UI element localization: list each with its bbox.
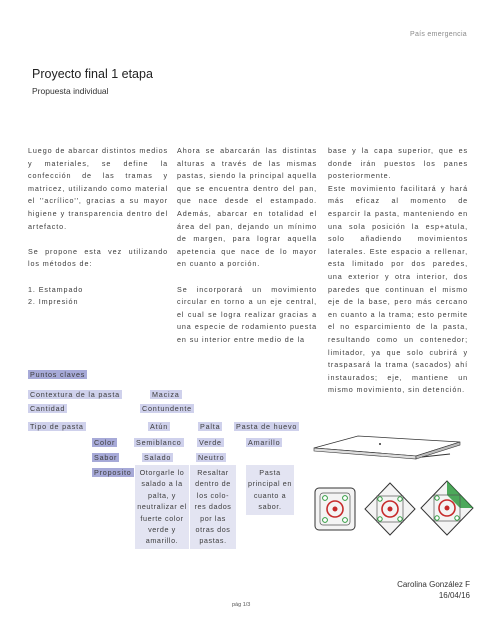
diamond-center (388, 507, 393, 512)
page-number: pág 1/3 (232, 602, 251, 608)
tipo-label (28, 422, 86, 431)
plate-center-dot (379, 443, 381, 445)
key-points-heading (28, 370, 87, 379)
sabor-atun (142, 453, 173, 462)
document-date: 16/04/16 (438, 590, 470, 600)
type-palta (198, 422, 222, 431)
proposito-atun: Otorgarle lo salado a la palta, y neutralizar el fuerte color verde y amarillo. (135, 465, 189, 549)
color-pasta-huevo-text: Amarillo (248, 438, 281, 447)
list-item: 2. Impresión (28, 297, 79, 307)
corner-dot (323, 496, 328, 501)
matrix-square-illustration (312, 485, 358, 535)
page-subtitle: Propuesta individual (32, 86, 109, 96)
corner-dot (378, 497, 382, 501)
contextura-value (150, 390, 182, 399)
color-label-text: Color (94, 438, 116, 447)
color-atun-text: Semiblanco (136, 438, 182, 447)
sabor-label-text: Sabor (94, 453, 118, 462)
paragraph: Se propone esta vez utilizando los métodos de: (28, 246, 168, 269)
footer-author (397, 580, 470, 601)
matrix-diamond-illustration (362, 480, 418, 538)
color-palta (197, 438, 224, 447)
type-pasta-huevo-text: Pasta de huevo (236, 422, 298, 431)
plate-perspective-illustration (310, 432, 470, 462)
color-pasta-huevo (246, 438, 282, 447)
key-points-heading-label: Puntos claves (30, 370, 86, 379)
sabor-palta (196, 453, 226, 462)
contextura-label-text: Contextura de la pasta (30, 390, 120, 399)
cantidad-value-text: Contundente (142, 404, 192, 413)
text-column-2 (177, 145, 317, 347)
corner-dot (378, 517, 382, 521)
sabor-atun-text: Salado (144, 453, 172, 462)
cantidad-label-text: Cantidad (30, 404, 66, 413)
paragraph: Se incorporará un movimiento circular en torno a un eje central, el cual se logra realizar gracias a una especie de rodamiento puesta en su interior entre medio de la (177, 284, 317, 344)
proposito-label (92, 468, 134, 477)
contextura-value-text: Maciza (152, 390, 180, 399)
paragraph: Ahora se abarcarán las distintas alturas a través de las mismas pastas, siendo la principal aquella que se encuentra dentro del pan, que nace desde el estampado. Además, abarcar en totalidad el área del pan, dejando un mínimo de margen, para lograr aquella apetencia que nace de lo mayor en cuanto a porción. (177, 146, 317, 269)
proposito-label-text: Proposito (94, 468, 132, 477)
matrix-center (333, 507, 338, 512)
paragraph: Este movimiento facilitará y hará más eficaz al momento de esparcir la pasta, manteniendo en una sola posición la esp+atula, solo añadiendo movimientos laterales. Este espacio a rellenar, esta limitado por dos paredes, una exterior y otra interior, dos paredes que continuan el mismo eje de la base, pero más cercano en cuanto a la trama; esto permite el no esparcimiento de la pasta, resultando como un contenedor; limitador, ya que solo cubrirá y traspasará la trama (sacados) ahí instaurados; eje, mantiene un mismo movimiento, sin detención. (328, 183, 468, 395)
color-label (92, 438, 117, 447)
sabor-label (92, 453, 119, 462)
corner-dot (435, 496, 439, 500)
corner-dot (343, 496, 348, 501)
contextura-label (28, 390, 122, 399)
corner-dot (323, 518, 328, 523)
author-name: Carolina González F (397, 580, 470, 589)
paragraph: base y la capa superior, que es donde irán puestos los panes posteriormente. (328, 146, 468, 181)
type-atun (148, 422, 170, 431)
proposito-palta: Resaltar dentro de los colo-res dados por las otras dos pastas. (190, 465, 236, 549)
sabor-palta-text: Neutro (198, 453, 225, 462)
header-note: País emergencia (409, 31, 467, 38)
text-column-3 (328, 145, 468, 397)
corner-dot (398, 497, 402, 501)
corner-dot (435, 516, 439, 520)
cantidad-label (28, 404, 67, 413)
tipo-label-text: Tipo de pasta (30, 422, 84, 431)
type-palta-text: Palta (200, 422, 221, 431)
list-item: 1. Estampado (28, 284, 84, 294)
corner-dot (455, 516, 459, 520)
page-title: Proyecto final 1 etapa (32, 67, 153, 81)
paragraph: Luego de abarcar distintos medios y materiales, se define la confección de las tramas y matricez, utilizando como material el ''acrílico'', gracias a su mayor higiene y transparencia dentro del artefacto. (28, 146, 168, 231)
proposito-pasta-huevo: Pasta principal en cuanto a sabor. (246, 465, 294, 515)
text-column-1 (28, 145, 168, 309)
cantidad-value (140, 404, 194, 413)
color-atun (134, 438, 184, 447)
matrix-diamond-filled-illustration (418, 478, 476, 538)
type-atun-text: Atún (150, 422, 168, 431)
corner-dot (343, 518, 348, 523)
color-palta-text: Verde (199, 438, 222, 447)
type-pasta-huevo (234, 422, 299, 431)
corner-dot (398, 517, 402, 521)
diamond-center (445, 506, 450, 511)
